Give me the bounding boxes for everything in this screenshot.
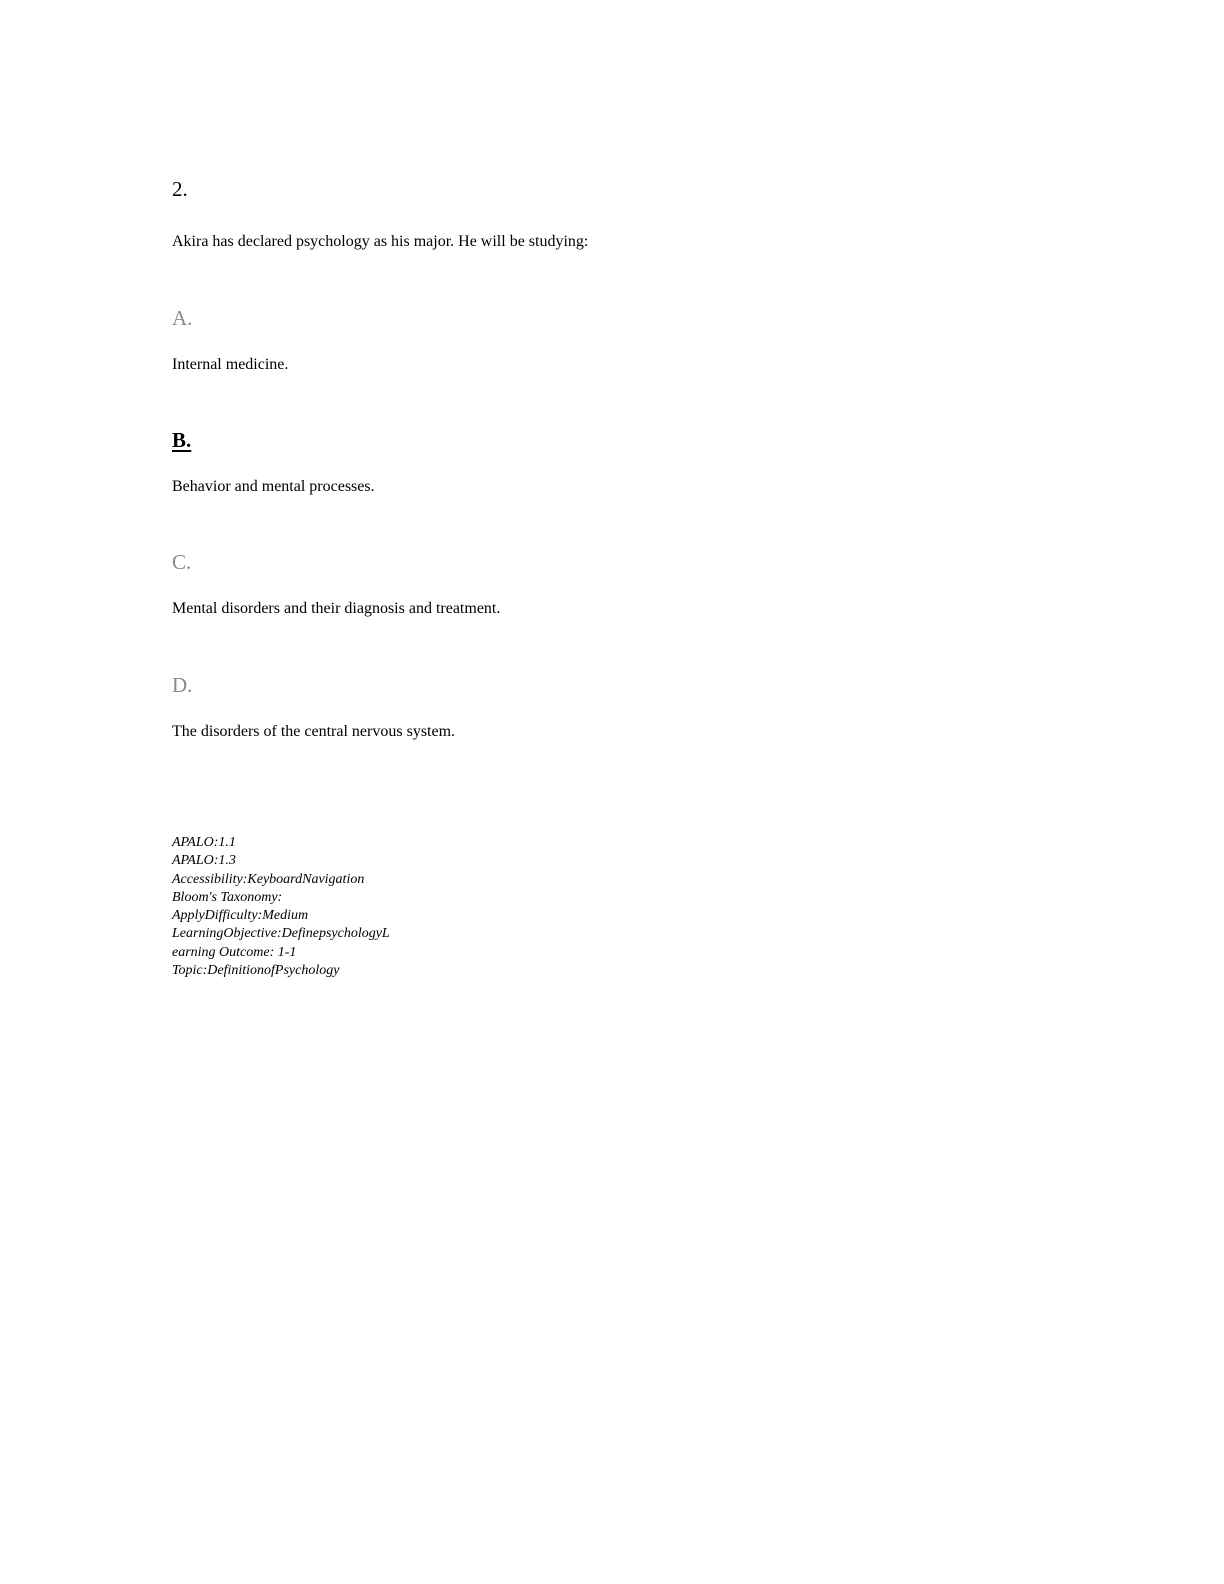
metadata-line: Bloom's Taxonomy: <box>172 889 283 905</box>
metadata-line: LearningObjective:DefinepsychologyL <box>172 926 390 942</box>
option-d-letter: D. <box>172 673 193 697</box>
option-c-letter: C. <box>172 550 192 574</box>
option-d-text: The disorders of the central nervous system. <box>172 723 456 740</box>
metadata-line: earning Outcome: 1-1 <box>172 944 297 960</box>
option-b-text: Behavior and mental processes. <box>172 478 375 495</box>
question-number: 2. <box>172 177 188 201</box>
question-stem: Akira has declared psychology as his major. He will be studying: <box>172 233 589 250</box>
question-metadata <box>172 834 390 980</box>
metadata-line: Topic:DefinitionofPsychology <box>172 963 340 979</box>
metadata-line: Accessibility:KeyboardNavigation <box>172 871 365 887</box>
option-a-text: Internal medicine. <box>172 356 289 373</box>
metadata-line: ApplyDifficulty:Medium <box>172 908 309 924</box>
option-b-letter-correct: B. <box>172 428 192 452</box>
metadata-line: APALO:1.1 <box>172 835 236 850</box>
option-a-letter: A. <box>172 306 193 330</box>
metadata-line: APALO:1.3 <box>172 853 236 869</box>
option-c-text: Mental disorders and their diagnosis and treatment. <box>172 600 501 617</box>
